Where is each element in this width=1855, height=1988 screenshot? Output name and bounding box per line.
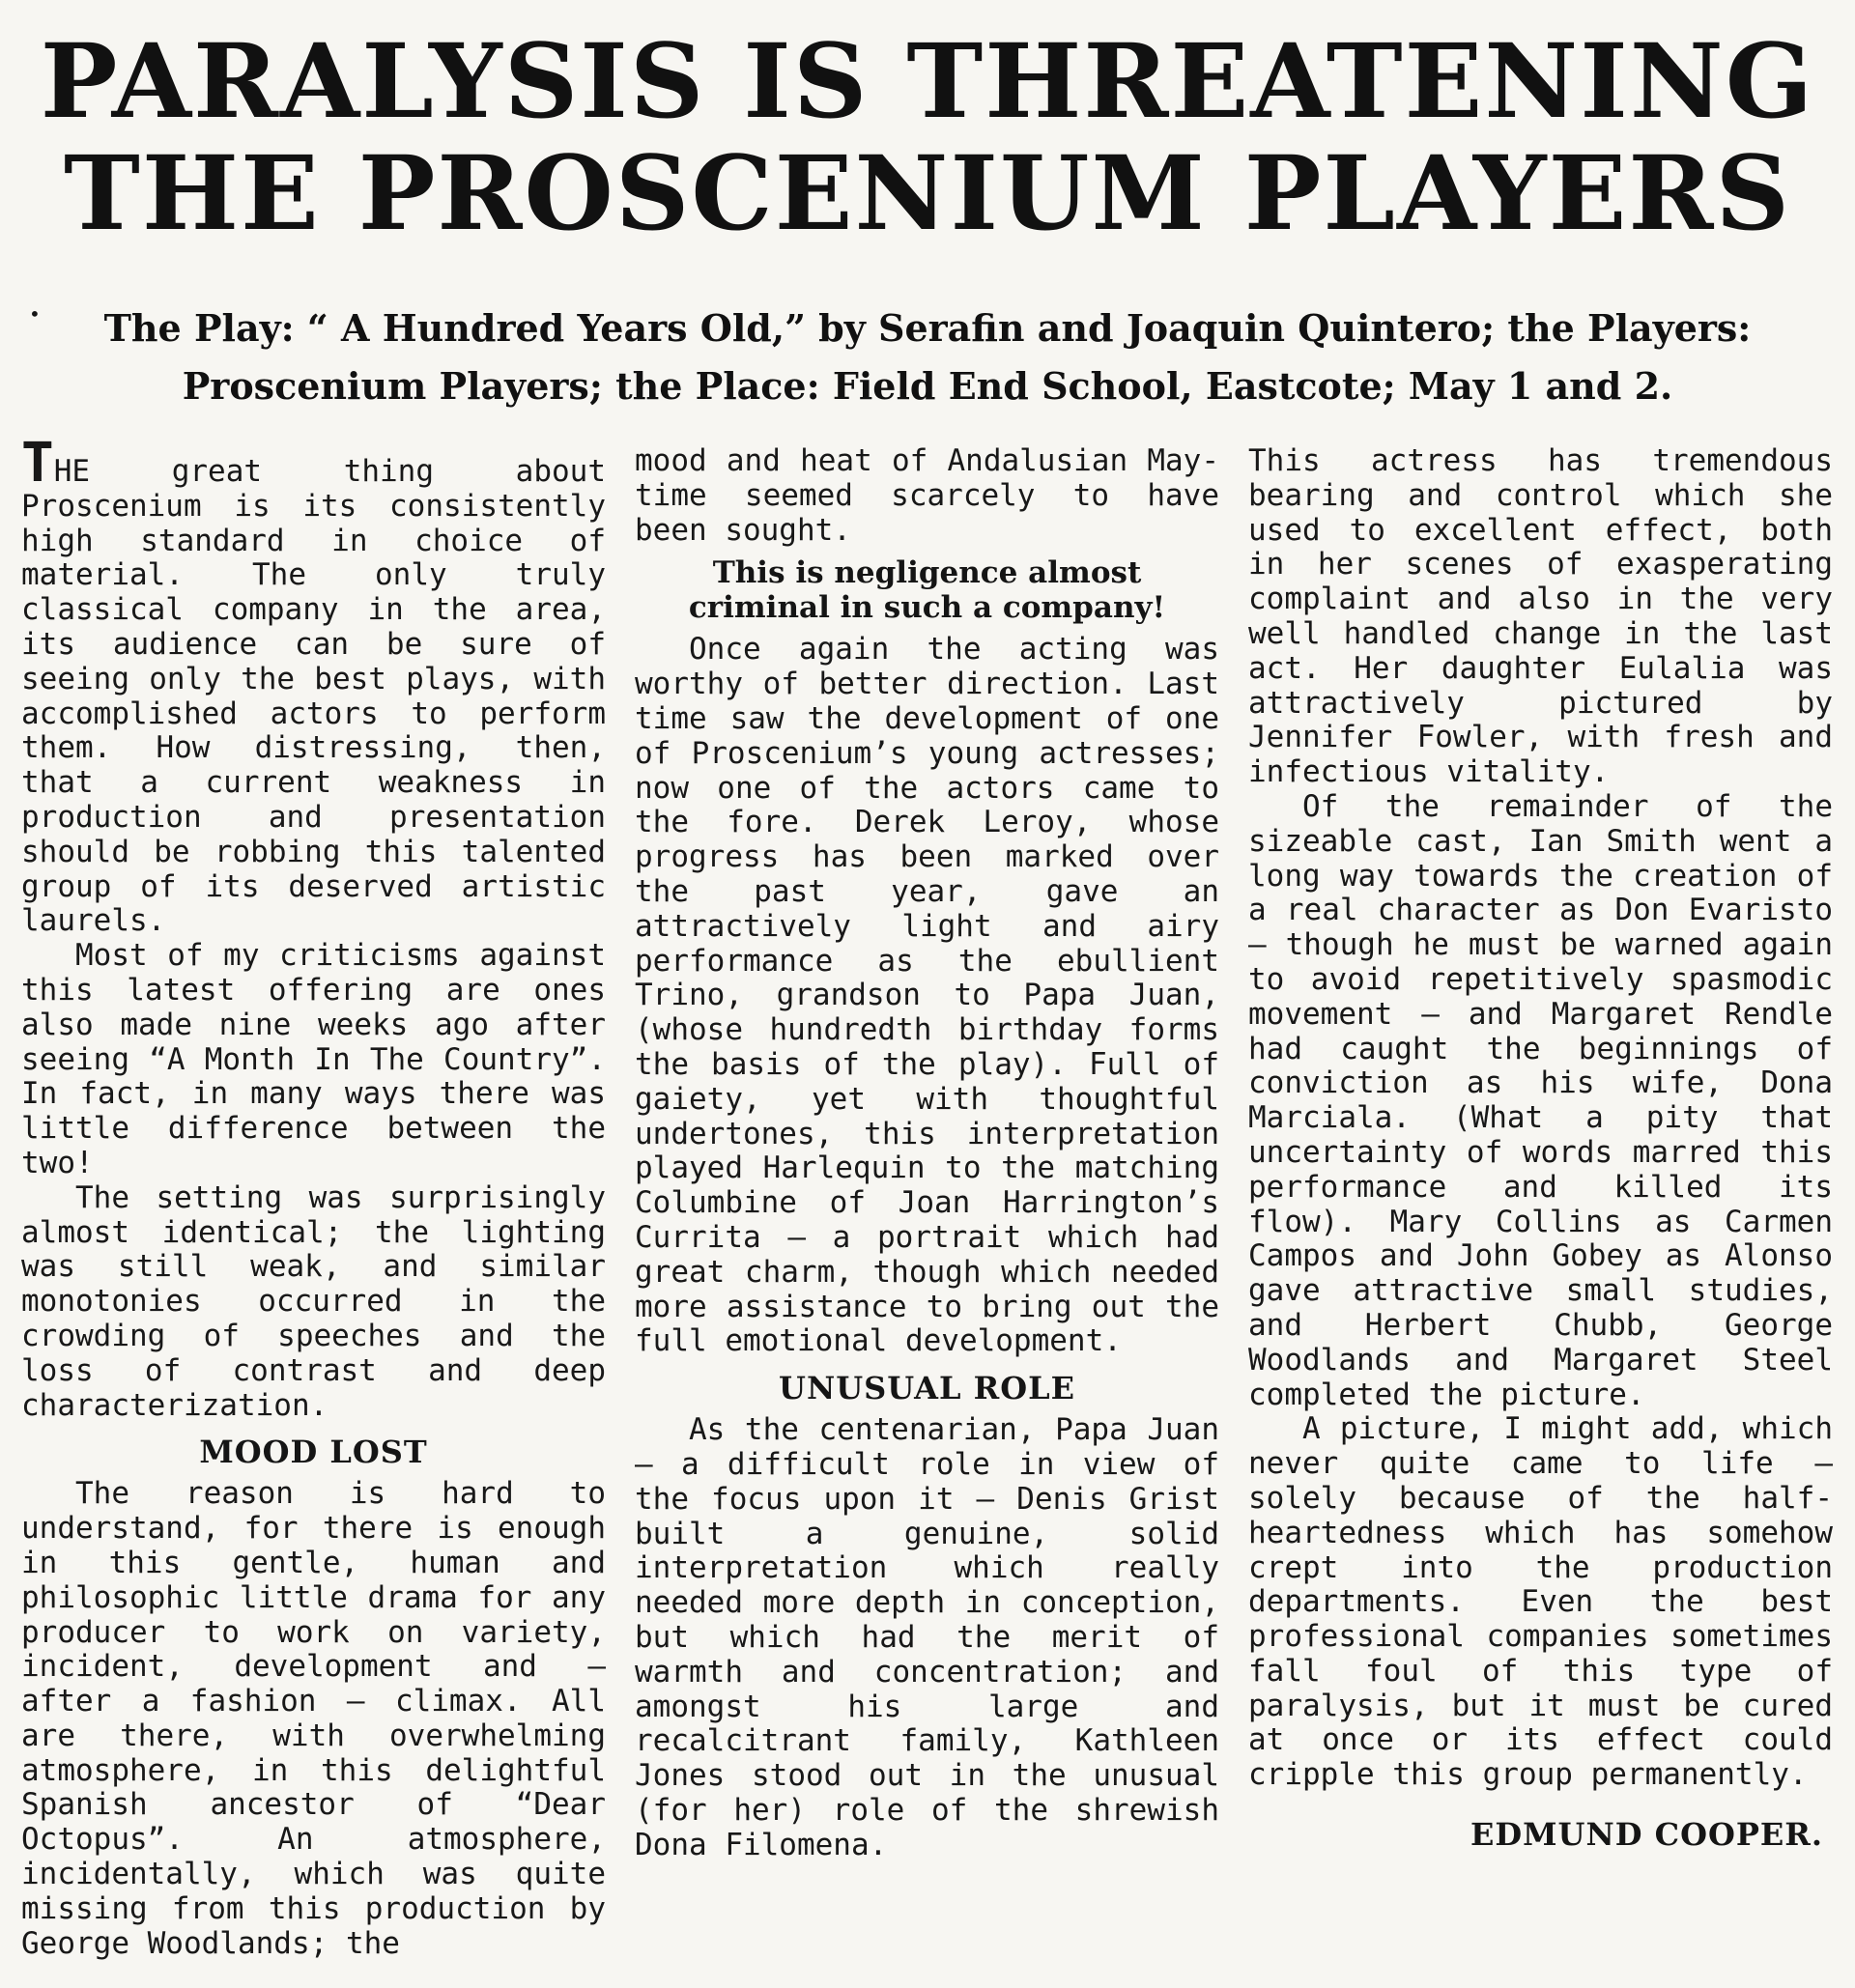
paragraph: A picture, I might add, which never quite came to life — solely because of the half-heartedness which has somehow crept into the production departments. Even the best professional companies sometimes fall foul of this type of paralysis, but it must be cured at once or its effect could cripple this group permanently. xyxy=(1248,1411,1833,1793)
headline xyxy=(39,0,1816,253)
column-3 xyxy=(1248,444,1833,1961)
paragraph: The reason is hard to understand, for there is enough in this gentle, human and philosophic little drama for any producer to work on variety, incident, development and — after a fashion — climax. All are there, with overwhelming atmosphere, in this delightful Spanish ancestor of “Dear Octopus”. An atmosphere, incidentally, which was quite missing from this production by George Woodlands; the xyxy=(21,1476,606,1961)
subheading: UNUSUAL ROLE xyxy=(779,1370,1075,1407)
drop-cap: T xyxy=(21,432,54,495)
paragraph-text: HE great thing about Proscenium is its consistently high standard in choice of material. The only truly classical company in the area, its audience can be sure of seeing only the best plays, with accomplished actors to perform them. How distressing, then, that a current weakness in production and presentation should be robbing this talented group of its deserved artistic laurels. xyxy=(21,454,606,939)
paragraph: As the centenarian, Papa Juan — a difficult role in view of the focus upon it — Denis Grist built a genuine, solid interpretation which really needed more depth in conception, but which had the merit of warmth and concentration; and amongst his large and recalcitrant family, Kathleen Jones stood out in the unusual (for her) role of the shrewish Dona Filomena. xyxy=(635,1412,1219,1862)
bullet-dot-icon: • xyxy=(29,302,41,326)
paragraph: This actress has tremendous bearing and control which she used to excellent effect, both in her scenes of exasperating complaint and also in the very well handled change in the last act. Her daughter Eulalia was attractively pictured by Jennifer Fowler, with fresh and infectious vitality. xyxy=(1248,443,1833,790)
paragraph: mood and heat of Andalusian May-time seemed scarcely to have been sought. xyxy=(635,443,1219,548)
paragraph: Of the remainder of the sizeable cast, Ian Smith went a long way towards the creation of a real character as Don Evaristo — though he must be warned again to avoid repetitively spasmodic movement — and Margaret Rendle had caught the beginnings of conviction as his wife, Dona Marciala. (What a pity that uncertainty of words marred this performance and killed its flow). Mary Collins as Carmen Campos and John Gobey as Alonso gave attractive small studies, and Herbert Chubb, George Woodlands and Margaret Steel completed the picture. xyxy=(1248,788,1833,1412)
paragraph: Most of my criticisms against this latest offering are ones also made nine weeks ago after seeing “A Month In The Country”. In fact, in many ways there was little difference between the two! xyxy=(21,938,606,1180)
headline-line-1: PARALYSIS IS THREATENING xyxy=(40,20,1815,141)
paragraph xyxy=(21,432,606,939)
standfirst: The Play: “ A Hundred Years Old,” by Serafin and Joaquin Quintero; the Players: Proscenium Players; the Place: Field End School, Eastcote; May 1 and 2. xyxy=(103,306,1752,408)
article-columns xyxy=(21,432,1834,1961)
column-2 xyxy=(635,444,1219,1961)
headline-line-2: THE PROSCENIUM PLAYERS xyxy=(63,132,1792,253)
pull-quote: This is negligence almost criminal in such a company! xyxy=(688,555,1166,626)
paragraph: Once again the acting was worthy of better direction. Last time saw the development of one of Proscenium’s young actresses; now one of the actors came to the fore. Derek Leroy, whose progress has been marked over the past year, gave an attractively light and airy performance as the ebullient Trino, grandson to Papa Juan, (whose hundredth birthday forms the basis of the play). Full of gaiety, yet with thoughtful undertones, this interpretation played Harlequin to the matching Columbine of Joan Harrington’s Currita — a portrait which had great charm, though which needed more assistance to bring out the full emotional development. xyxy=(635,632,1219,1359)
column-1 xyxy=(21,432,606,1961)
byline: EDMUND COOPER. xyxy=(1470,1816,1823,1854)
paragraph: The setting was surprisingly almost identical; the lighting was still weak, and similar monotonies occurred in the crowding of speeches and the loss of contrast and deep characterization. xyxy=(21,1179,606,1423)
subheading: MOOD LOST xyxy=(199,1434,428,1471)
